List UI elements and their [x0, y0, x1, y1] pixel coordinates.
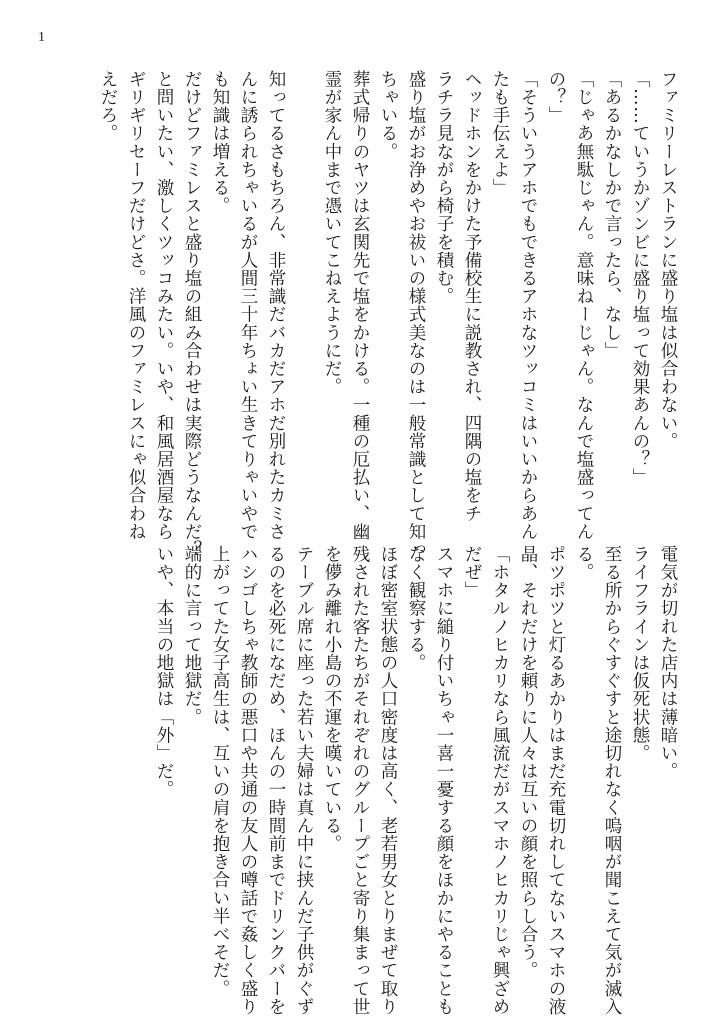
text-line: なく観察する。 — [406, 545, 426, 672]
text-line: 「じゃあ無駄じゃん。意味ねーじゃん。なんで塩盛ってん — [574, 70, 594, 541]
text-line: も知識は増える。 — [210, 70, 230, 215]
text-line: ヘッドホンをかけた予備校生に説教され、四隅の塩をチ — [462, 70, 482, 523]
text-line: 盛り塩がお浄めやお祓いの様式美なのは一般常識として知っ — [406, 70, 426, 559]
text-line: 知ってるさもちろん、非常識だバカだアホだ別れたカミさ — [266, 70, 286, 541]
text-line: ライフラインは仮死状態。 — [630, 545, 650, 763]
text-line: ハシゴしちゃ教師の悪口や共通の友人の噂話で姦しく盛り — [238, 545, 258, 1016]
text-line: 「……ていうかゾンビに盛り塩って効果あんの？」 — [630, 70, 650, 487]
text-line: 至る所からぐすぐすと途切れなく嗚咽が聞こえて気が滅入 — [602, 545, 622, 1016]
text-line: ちゃいる。 — [378, 70, 398, 161]
text-line: ギリギリセーフだけどさ。洋風のファミレスにゃ似合わね — [126, 70, 146, 541]
text-line: と問いたい、激しくツッコみたい。いや、和風居酒屋なら — [154, 70, 174, 541]
page-number: 1 — [38, 30, 45, 45]
text-line: 晶、それだけを頼りに人々は互いの顔を照らし合う。 — [518, 545, 538, 980]
text-line: の？」 — [546, 70, 566, 125]
text-line: えだろ。 — [98, 70, 118, 143]
upper-text-block — [94, 70, 682, 559]
text-line: を儚み離れ小島の不運を嘆いている。 — [322, 545, 342, 853]
text-line: 「あるかなしかで言ったら、なし」 — [602, 70, 622, 360]
text-line: 霊が家ん中まで憑いてこねえようにだ。 — [322, 70, 342, 396]
text-line: 葬式帰りのヤツは玄関先で塩をかける。一種の厄払い、幽 — [350, 70, 370, 541]
text-line: んに誘られちゃいるが人間三十年ちょい生きてりゃいやで — [238, 70, 258, 541]
text-line: 残された客たちがそれぞれのグループごと寄り集まって世 — [350, 545, 370, 1016]
text-line: たも手伝えよ」 — [490, 70, 510, 197]
text-line: ほぼ密室状態の人口密度は高く、老若男女とりまぜて取り — [378, 545, 398, 1016]
text-line: ラチラ見ながら椅子を積む。 — [434, 70, 454, 306]
text-line: 電気が切れた店内は薄暗い。 — [658, 545, 678, 781]
text-line: 「そういうアホでもできるアホなツッコミはいいからあん — [518, 70, 538, 541]
text-line: だけどファミレスと盛り塩の組み合わせは実際どうなんだ？ — [182, 70, 202, 559]
lower-text-block — [150, 545, 682, 1016]
text-line: 「ホタルノヒカリなら風流だがスマホノヒカリじゃ興ざめ — [490, 545, 510, 1016]
text-line: 上がってた女子高生は、互いの肩を抱き合い半べそだ。 — [210, 545, 230, 998]
text-line — [290, 70, 318, 490]
text-line: だぜ」 — [462, 545, 482, 600]
text-line: テーブル席に座った若い夫婦は真ん中に挟んだ子供がぐず — [294, 545, 314, 1016]
text-line: ポツポツと灯るあかりはまだ充電切れしてないスマホの液 — [546, 545, 566, 1016]
text-line: いや、本当の地獄は「外」だ。 — [154, 545, 174, 799]
text-line: るのを必死になだめ、ほんの一時間前までドリンクバーを — [266, 545, 286, 1016]
text-line: スマホに縋り付いちゃ一喜一憂する顔をほかにやることも — [434, 545, 454, 1016]
text-line: 端的に言って地獄だ。 — [182, 545, 202, 726]
text-line: ファミリーレストランに盛り塩は似合わない。 — [658, 70, 678, 451]
text-line: る。 — [574, 545, 594, 582]
